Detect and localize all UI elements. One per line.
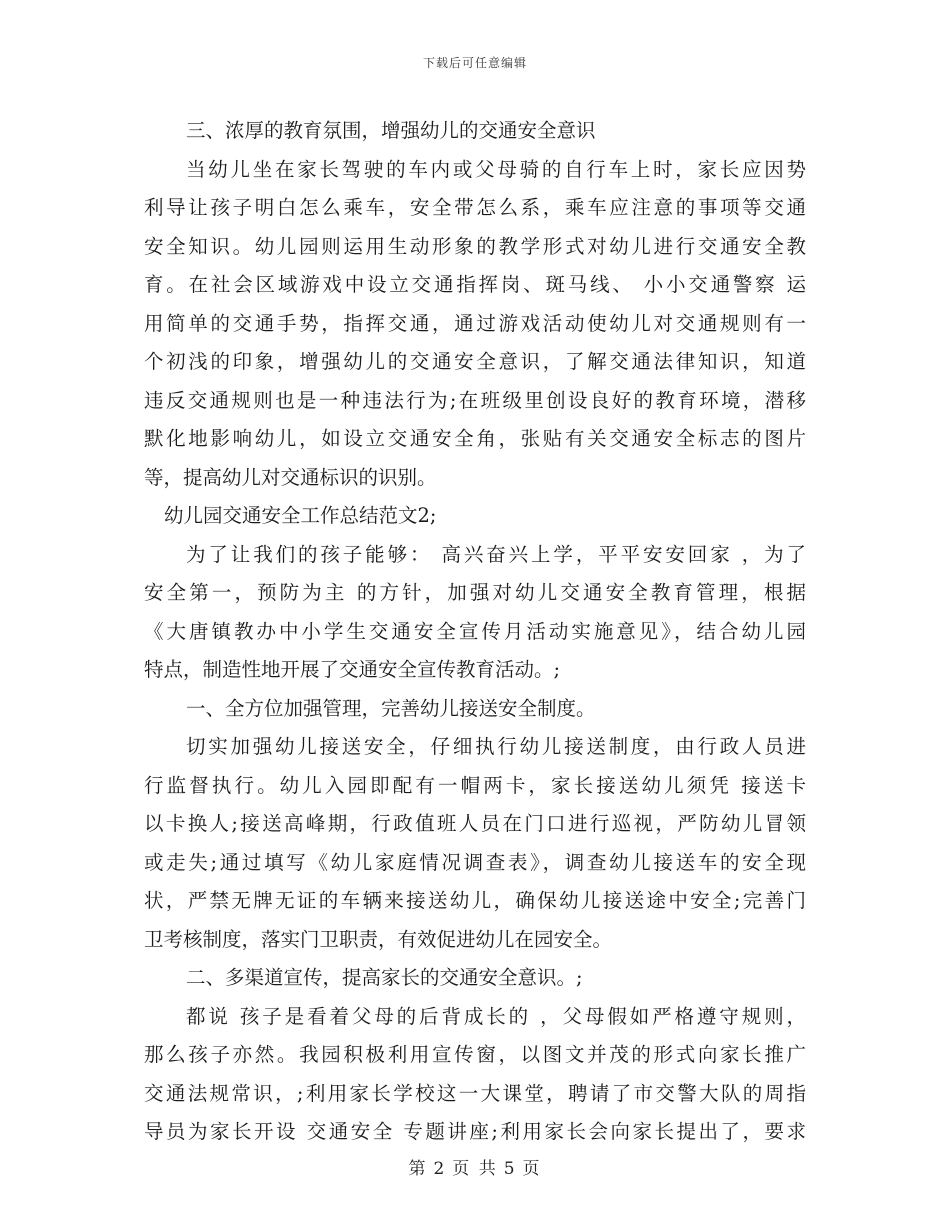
- article-title-2: 幼儿园交通安全工作总结范文2;: [164, 504, 437, 527]
- page-header: 下载后可任意编辑: [422, 56, 527, 70]
- text-line: 违反交通规则也是一种违法行为;在班级里创设良好的教育环境，潜移: [144, 388, 806, 412]
- footer-suffix: 页: [522, 1159, 542, 1179]
- text-line: 个初浅的印象，增强幼儿的交通安全意识，了解交通法律知识，知道: [144, 350, 806, 373]
- text-line: 安全第一，预防为主 的方针，加强对幼儿交通安全教育管理，根据: [144, 581, 806, 604]
- section-heading-2: 二、多渠道宣传，提高家长的交通安全意识。;: [186, 966, 583, 989]
- footer-prefix: 第: [408, 1159, 428, 1179]
- text-line: 以卡换人;接送高峰期，行政值班人员在门口进行巡视，严防幼儿冒领: [144, 812, 806, 835]
- page-number: 2: [433, 1159, 447, 1179]
- text-line: 那么孩子亦然。我园积极利用宣传窗，以图文并茂的形式向家长推广: [144, 1043, 806, 1066]
- text-line: 交通法规常识，;利用家长学校这一大课堂，聘请了市交警大队的周指: [144, 1081, 806, 1105]
- text-line: 特点，制造性地开展了交通安全宣传教育活动。;: [144, 658, 561, 681]
- text-line: 卫考核制度，落实门卫职责，有效促进幼儿在园安全。: [144, 927, 613, 951]
- text-line: 用简单的交通手势，指挥交通，通过游戏活动使幼儿对交通规则有一: [144, 311, 806, 335]
- text-line: 默化地影响幼儿，如设立交通安全角，张贴有关交通安全标志的图片: [144, 427, 806, 450]
- section-heading-1: 一、全方位加强管理，完善幼儿接送安全制度。: [186, 696, 596, 720]
- text-line: 行监督执行。幼儿入园即配有一帽两卡，家长接送幼儿须凭 接送卡: [144, 773, 806, 797]
- text-line: 为了让我们的孩子能够： 高兴奋兴上学，平平安安回家 ，为了: [186, 542, 806, 566]
- text-line: 状，严禁无牌无证的车辆来接送幼儿，确保幼儿接送途中安全;完善门: [144, 889, 806, 912]
- text-line: 安全知识。幼儿园则运用生动形象的教学形式对幼儿进行交通安全教: [144, 234, 806, 258]
- text-line: 导员为家长开设 交通安全 专题讲座;利用家长会向家长提出了，要求: [144, 1120, 806, 1143]
- text-line: 切实加强幼儿接送安全，仔细执行幼儿接送制度，由行政人员进: [186, 735, 806, 758]
- text-line: 利导让孩子明白怎么乘车，安全带怎么系，乘车应注意的事项等交通: [144, 196, 806, 219]
- text-line: 都说 孩子是看着父母的后背成长的 ，父母假如严格遵守规则，: [186, 1004, 806, 1028]
- text-line: 《大唐镇教办中小学生交通安全宣传月活动实施意见》，结合幼儿园: [144, 619, 806, 643]
- text-line: 育。在社会区域游戏中设立交通指挥岗、斑马线、 小小交通警察 运: [144, 273, 806, 296]
- document-body: [144, 112, 806, 1152]
- text-line: 等，提高幼儿对交通标识的识别。: [144, 465, 437, 489]
- page-footer: [0, 1154, 950, 1179]
- text-line: 或走失;通过填写《幼儿家庭情况调查表》，调查幼儿接送车的安全现: [144, 850, 806, 874]
- footer-mid: 页 共: [452, 1159, 498, 1179]
- total-pages: 5: [503, 1159, 517, 1179]
- text-line: 当幼儿坐在家长驾驶的车内或父母骑的自行车上时，家长应因势: [186, 157, 806, 181]
- section-heading-3: 三、浓厚的教育氛围，增强幼儿的交通安全意识: [186, 119, 596, 142]
